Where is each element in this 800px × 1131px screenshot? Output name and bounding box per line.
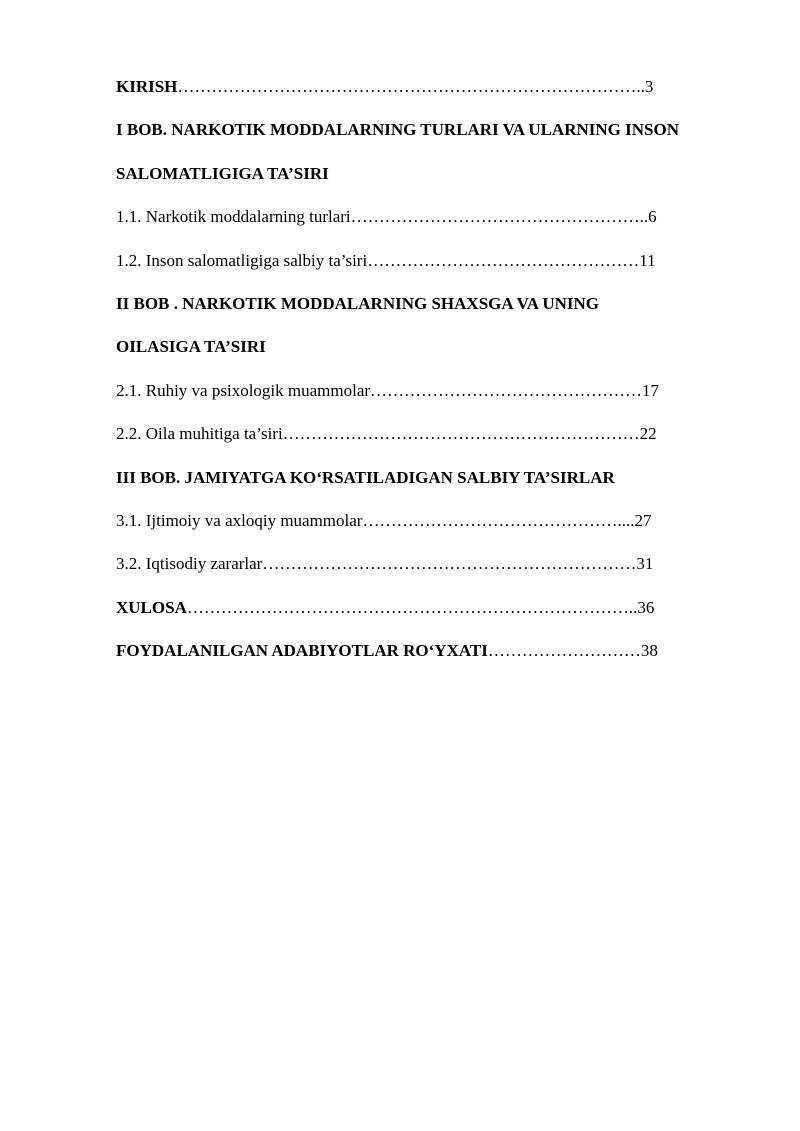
toc-chapter-1-title: I BOB. NARKOTIK MODDALARNING TURLARI VA ULARNING INSON bbox=[116, 120, 679, 139]
toc-entry-label: FOYDALANILGAN ADABIYOTLAR RO‘YXATI bbox=[116, 641, 488, 660]
toc-entry-2-2 bbox=[116, 423, 657, 445]
toc-entry-1-1 bbox=[116, 206, 657, 228]
toc-entry-label: 1.2. Inson salomatligiga salbiy ta’siri bbox=[116, 251, 368, 270]
toc-entry-label: 2.2. Oila muhitiga ta’siri bbox=[116, 424, 283, 443]
toc-chapter-1-title-cont: SALOMATLIGIGA TA’SIRI bbox=[116, 164, 329, 183]
toc-leader: ………………………………………………………… bbox=[262, 554, 637, 573]
toc-leader: …………………………………………….. bbox=[350, 207, 649, 226]
toc-leader: ………………………………………… bbox=[370, 381, 643, 400]
toc-page-number: 38 bbox=[640, 641, 658, 660]
toc-page-number: 17 bbox=[642, 381, 660, 400]
toc-page-number: 31 bbox=[636, 554, 654, 573]
toc-leader: ……………………………………………………… bbox=[282, 424, 640, 443]
toc-entry-label: XULOSA bbox=[116, 598, 187, 617]
toc-entry-label: KIRISH bbox=[116, 77, 178, 96]
toc-page-number: 27 bbox=[634, 511, 652, 530]
toc-entry-3-1 bbox=[116, 510, 651, 532]
toc-chapter-2-title: II BOB . NARKOTIK MODDALARNING SHAXSGA VA UNING bbox=[116, 294, 600, 313]
toc-entry-label: 2.1. Ruhiy va psixologik muammolar bbox=[116, 381, 371, 400]
toc-chapter-2-title-cont: OILASIGA TA’SIRI bbox=[116, 337, 266, 356]
toc-leader: ……………………… bbox=[487, 641, 641, 660]
toc-leader: …………………………………………………………………….. bbox=[186, 598, 638, 617]
toc-chapter-3-title: III BOB. JAMIYATGA KO‘RSATILADIGAN SALBIY TA’SIRLAR bbox=[116, 468, 615, 487]
toc-leader: ……………………………………….... bbox=[362, 511, 635, 530]
toc-entry-adabiyotlar bbox=[116, 640, 658, 662]
toc-leader: ………………………………………… bbox=[367, 251, 640, 270]
toc-entry-2-1 bbox=[116, 380, 659, 402]
toc-page-number: 6 bbox=[648, 207, 657, 226]
toc-entry-xulosa bbox=[116, 597, 654, 619]
toc-page-number: 3 bbox=[644, 77, 654, 96]
toc-entry-label: 3.1. Ijtimoiy va axloqiy muammolar bbox=[116, 511, 363, 530]
toc-page-number: 22 bbox=[639, 424, 657, 443]
toc-page-number: 11 bbox=[639, 251, 656, 270]
toc-entry-label: 3.2. Iqtisodiy zararlar bbox=[116, 554, 263, 573]
toc-entry-label: 1.1. Narkotik moddalarning turlari bbox=[116, 207, 351, 226]
toc-entry-kirish bbox=[116, 76, 653, 98]
toc-page-number: 36 bbox=[637, 598, 655, 617]
toc-leader: ……………………………………………………………………….. bbox=[177, 77, 645, 96]
toc-entry-1-2 bbox=[116, 250, 656, 272]
toc-entry-3-2 bbox=[116, 553, 653, 575]
